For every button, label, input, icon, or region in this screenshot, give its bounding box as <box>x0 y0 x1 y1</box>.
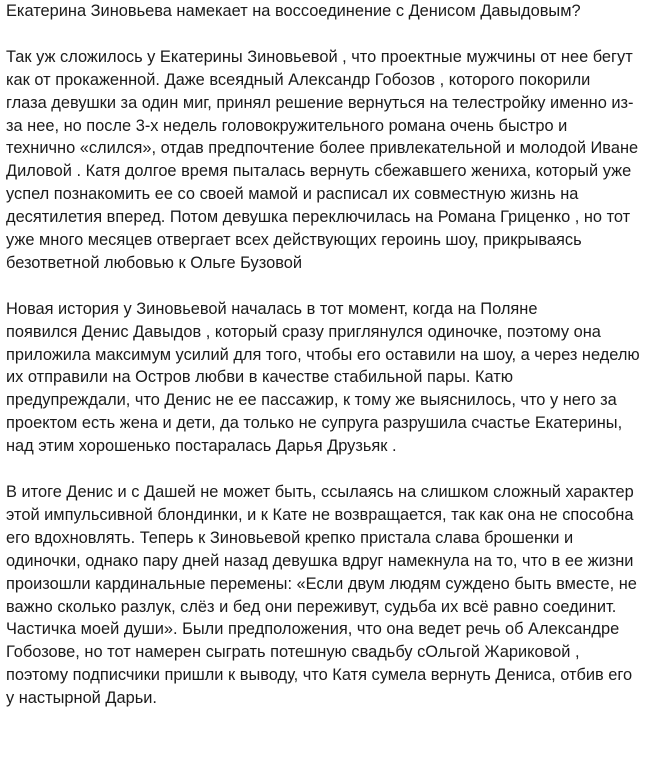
text-line: у настырной Дарьи. <box>6 689 157 708</box>
article-paragraph-1 <box>6 46 664 275</box>
text-line: десятилетия вперед. Потом девушка переключилась на Романа Гриценко , но тот <box>6 208 631 227</box>
text-line: безответной любовью к Ольге Бузовой <box>6 253 302 272</box>
text-line: Новая история у Зиновьевой началась в тот момент, когда на Поляне <box>6 299 538 318</box>
text-line: его вдохновлять. Теперь к Зиновьевой крепко пристала слава брошенки и <box>6 528 574 547</box>
text-line: глаза девушки за один миг, принял решение вернуться на телестройку именно из- <box>6 93 634 112</box>
text-line: поэтому подписчики пришли к выводу, что Катя сумела вернуть Дениса, отбив его <box>6 666 633 685</box>
text-line: появился Денис Давыдов , который сразу приглянулся одиночке, поэтому она <box>6 322 601 341</box>
article-paragraph-2 <box>6 298 664 458</box>
text-line: Гобозове, но тот намерен сыграть потешную свадьбу сОльгой Жариковой , <box>6 643 580 662</box>
paragraph-gap <box>6 23 664 46</box>
paragraph-gap <box>6 275 664 298</box>
article-title: Екатерина Зиновьева намекает на воссоединение с Денисом Давыдовым? <box>6 2 581 20</box>
text-line: уже много месяцев отвергает всех действующих героинь шоу, прикрываясь <box>6 231 582 250</box>
text-line: Частичка моей души». Были предположения, что она ведет речь об Александре <box>6 620 620 639</box>
text-line: над этим хорошенько постаралась Дарья Друзьяк . <box>6 437 397 456</box>
text-line: их отправили на Остров любви в качестве стабильной пары. Катю <box>6 368 514 387</box>
text-line: Так уж сложилось у Екатерины Зиновьевой , что проектные мужчины от нее бегут <box>6 47 633 66</box>
text-line: этой импульсивной блондинки, и к Кате не возвращается, так как она не способна <box>6 505 634 524</box>
text-line: произошли кардинальные перемены: «Если двум людям суждено быть вместе, не <box>6 574 637 593</box>
text-line: как от прокаженной. Даже всеядный Александр Гобозов , которого покорили <box>6 70 591 89</box>
text-line: приложила максимум усилий для того, чтобы его оставили на шоу, а через неделю <box>6 345 640 364</box>
text-line: успел познакомить ее со своей мамой и расписал их совместную жизнь на <box>6 185 579 204</box>
text-line: за нее, но после 3-х недель головокружительного романа очень быстро и <box>6 116 568 135</box>
text-line: В итоге Денис и с Дашей не может быть, ссылаясь на слишком сложный характер <box>6 482 634 501</box>
article-paragraph-3 <box>6 481 664 710</box>
paragraph-gap <box>6 458 664 481</box>
text-line: проектом есть жена и дети, да только не супруга разрушила счастье Екатерины, <box>6 414 623 433</box>
text-line: предупреждали, что Денис не ее пассажир, к тому же выяснилось, что у него за <box>6 391 617 410</box>
text-line: технично «слился», отдав предпочтение более привлекательной и молодой Иване <box>6 139 639 158</box>
text-line: Диловой . Катя долгое время пыталась вернуть сбежавшего жениха, который уже <box>6 162 632 181</box>
text-line: одиночки, однако пару дней назад девушка вдруг намекнула на то, что в ее жизни <box>6 551 634 570</box>
text-line: важно сколько разлук, слёз и бед они переживут, судьба их всё равно соединит. <box>6 597 617 616</box>
